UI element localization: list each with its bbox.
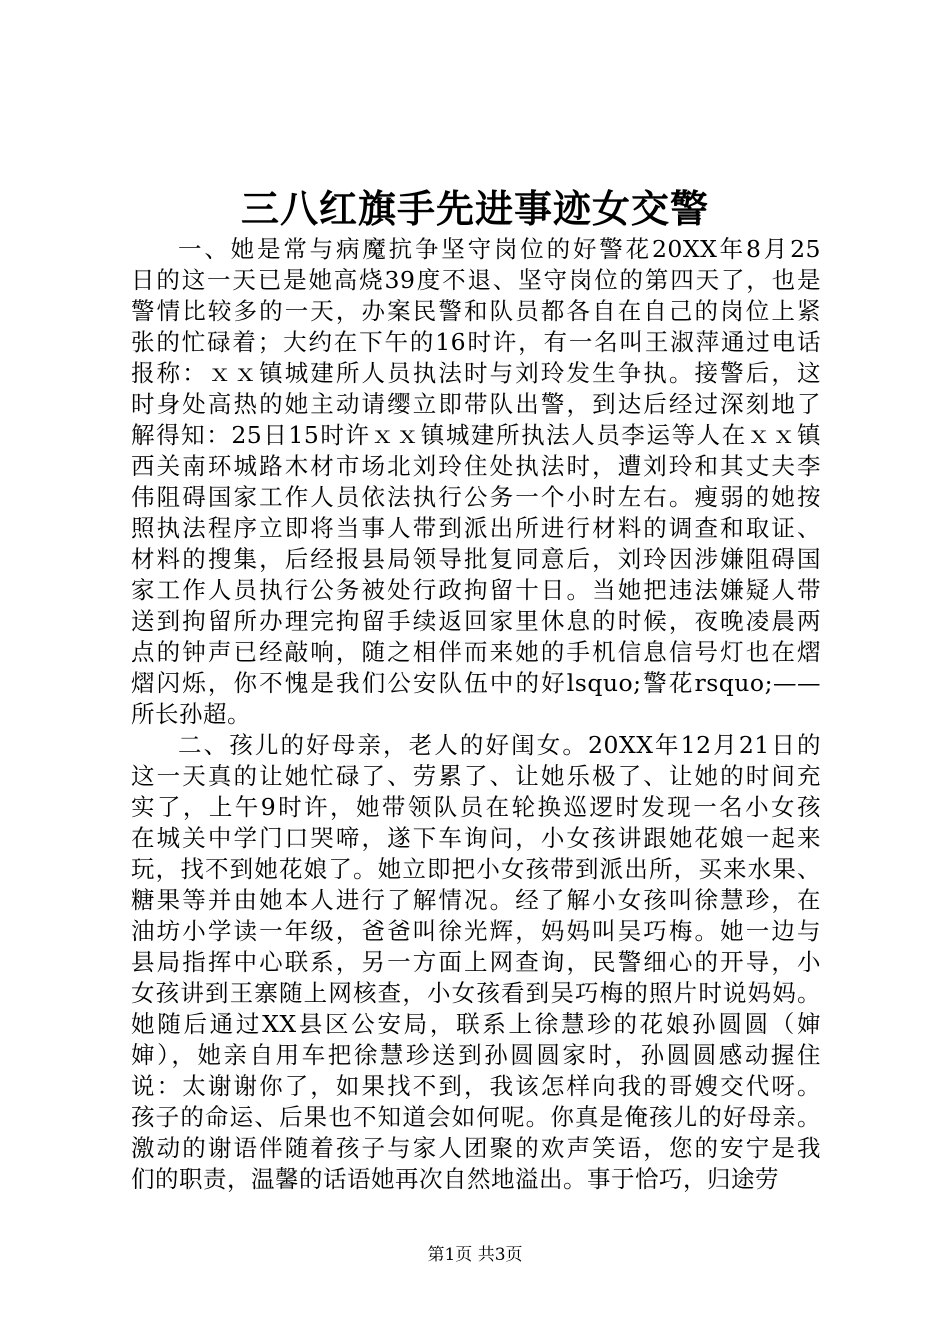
text-line: 她随后通过XX县区公安局，联系上徐慧珍的花娘孙圆圆（婶	[131, 1010, 821, 1038]
text-line: 激动的谢语伴随着孩子与家人团聚的欢声笑语，您的安宁是我	[131, 1134, 821, 1162]
text-line: 们的职责，温馨的话语她再次自然地溢出。事于恰巧，归途劳	[131, 1165, 779, 1193]
text-line: 所长孙超。	[131, 700, 251, 728]
paragraph	[131, 730, 821, 1195]
text-line: 二、孩儿的好母亲，老人的好闺女。20XX年12月21日的	[178, 731, 821, 759]
text-line: 送到拘留所办理完拘留手续返回家里休息的时候，夜晚凌晨两	[131, 607, 821, 635]
document-title: 三八红旗手先进事迹女交警	[240, 186, 709, 231]
document-body	[131, 234, 821, 1195]
text-line: 解得知：25日15时许ｘｘ镇城建所执法人员李运等人在ｘｘ镇	[131, 421, 821, 449]
text-line: 伟阻碍国家工作人员依法执行公务一个小时左右。瘦弱的她按	[131, 483, 821, 511]
text-line: 说：太谢谢你了，如果找不到，我该怎样向我的哥嫂交代呀。	[131, 1072, 821, 1100]
text-line: 照执法程序立即将当事人带到派出所进行材料的调查和取证、	[131, 514, 821, 542]
text-line: 警情比较多的一天，办案民警和队员都各自在自己的岗位上紧	[131, 297, 821, 325]
text-line: 油坊小学读一年级，爸爸叫徐光辉，妈妈叫吴巧梅。她一边与	[131, 917, 821, 945]
text-line: 家工作人员执行公务被处行政拘留十日。当她把违法嫌疑人带	[131, 576, 821, 604]
text-line: 熠闪烁，你不愧是我们公安队伍中的好lsquo;警花rsquo;——	[131, 669, 821, 697]
text-line: 县局指挥中心联系，另一方面上网查询，民警细心的开导，小	[131, 948, 821, 976]
text-line: 玩，找不到她花娘了。她立即把小女孩带到派出所，买来水果、	[131, 855, 821, 883]
text-line: 这一天真的让她忙碌了、劳累了、让她乐极了、让她的时间充	[131, 762, 821, 790]
paragraph	[131, 234, 821, 730]
text-line: 女孩讲到王寨随上网核查，小女孩看到吴巧梅的照片时说妈妈。	[131, 979, 821, 1007]
text-line: 张的忙碌着；大约在下午的16时许，有一名叫王淑萍通过电话	[131, 328, 821, 356]
text-line: 婶），她亲自用车把徐慧珍送到孙圆圆家时，孙圆圆感动握住	[131, 1041, 821, 1069]
page-footer: 第1页 共3页	[427, 1245, 523, 1265]
text-line: 材料的搜集，后经报县局领导批复同意后，刘玲因涉嫌阻碍国	[131, 545, 821, 573]
text-line: 西关南环城路木材市场北刘玲住处执法时，遭刘玲和其丈夫李	[131, 452, 821, 480]
text-line: 孩子的命运、后果也不知道会如何呢。你真是俺孩儿的好母亲。	[131, 1103, 821, 1131]
text-line: 点的钟声已经敲响，随之相伴而来她的手机信息信号灯也在熠	[131, 638, 821, 666]
text-line: 日的这一天已是她高烧39度不退、坚守岗位的第四天了，也是	[131, 266, 821, 294]
text-line: 一、她是常与病魔抗争坚守岗位的好警花20XX年8月25	[178, 235, 821, 263]
text-line: 糖果等并由她本人进行了解情况。经了解小女孩叫徐慧珍，在	[131, 886, 821, 914]
text-line: 报称：ｘｘ镇城建所人员执法时与刘玲发生争执。接警后，这	[131, 359, 821, 387]
text-line: 实了，上午9时许，她带领队员在轮换巡逻时发现一名小女孩	[131, 793, 821, 821]
text-line: 在城关中学门口哭啼，遂下车询问，小女孩讲跟她花娘一起来	[131, 824, 821, 852]
text-line: 时身处高热的她主动请缨立即带队出警，到达后经过深刻地了	[131, 390, 821, 418]
